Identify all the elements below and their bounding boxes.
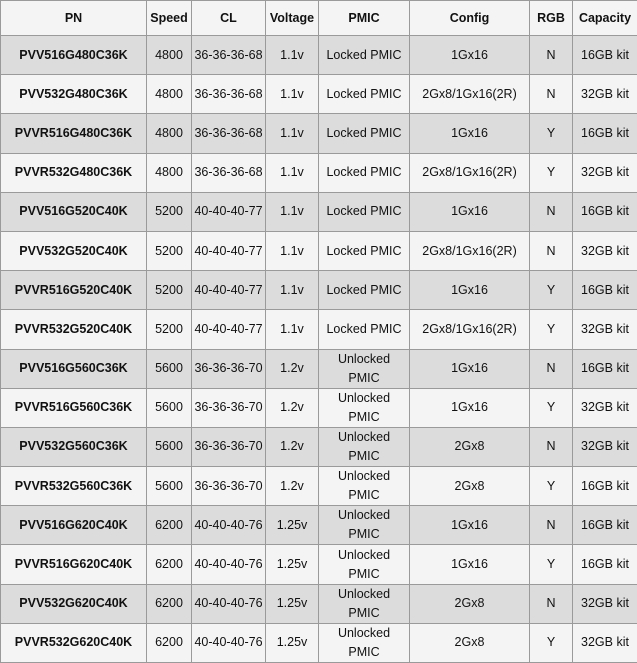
cell-config: 1Gx16 (410, 388, 530, 427)
cell-cl: 36-36-36-70 (192, 349, 266, 388)
table-row (1, 310, 637, 349)
cell-cl: 36-36-36-68 (192, 114, 266, 153)
cell-cl: 40-40-40-77 (192, 271, 266, 310)
cell-voltage: 1.1v (266, 153, 319, 192)
cell-pmic: Unlocked PMIC (319, 467, 410, 506)
cell-rgb: N (530, 506, 573, 545)
cell-rgb: N (530, 584, 573, 623)
cell-pn: PVV516G480C36K (1, 36, 147, 75)
cell-rgb: Y (530, 114, 573, 153)
cell-rgb: N (530, 349, 573, 388)
cell-cl: 40-40-40-76 (192, 545, 266, 584)
table-row (1, 427, 637, 466)
cell-rgb: Y (530, 545, 573, 584)
header-voltage: Voltage (266, 1, 319, 36)
cell-rgb: Y (530, 623, 573, 662)
cell-rgb: N (530, 36, 573, 75)
cell-capacity: 32GB kit (573, 584, 637, 623)
table-row (1, 467, 637, 506)
table-row (1, 349, 637, 388)
cell-config: 2Gx8/1Gx16(2R) (410, 75, 530, 114)
cell-voltage: 1.1v (266, 310, 319, 349)
cell-cl: 40-40-40-77 (192, 192, 266, 231)
cell-rgb: N (530, 75, 573, 114)
cell-voltage: 1.1v (266, 231, 319, 270)
cell-pn: PVV516G620C40K (1, 506, 147, 545)
cell-pmic: Locked PMIC (319, 114, 410, 153)
cell-rgb: Y (530, 271, 573, 310)
cell-capacity: 32GB kit (573, 153, 637, 192)
cell-capacity: 16GB kit (573, 114, 637, 153)
header-capacity: Capacity (573, 1, 637, 36)
cell-capacity: 32GB kit (573, 623, 637, 662)
table-body (1, 36, 637, 663)
cell-speed: 4800 (147, 36, 192, 75)
cell-config: 2Gx8/1Gx16(2R) (410, 153, 530, 192)
cell-rgb: Y (530, 310, 573, 349)
cell-config: 1Gx16 (410, 349, 530, 388)
cell-pn: PVVR532G520C40K (1, 310, 147, 349)
cell-pn: PVVR532G560C36K (1, 467, 147, 506)
table-row (1, 584, 637, 623)
header-pmic: PMIC (319, 1, 410, 36)
cell-pmic: Unlocked PMIC (319, 388, 410, 427)
cell-rgb: Y (530, 467, 573, 506)
cell-pmic: Locked PMIC (319, 75, 410, 114)
cell-pmic: Locked PMIC (319, 36, 410, 75)
cell-config: 2Gx8 (410, 467, 530, 506)
header-config: Config (410, 1, 530, 36)
cell-voltage: 1.25v (266, 623, 319, 662)
cell-capacity: 32GB kit (573, 388, 637, 427)
cell-capacity: 32GB kit (573, 427, 637, 466)
cell-voltage: 1.2v (266, 388, 319, 427)
cell-speed: 5600 (147, 388, 192, 427)
cell-speed: 6200 (147, 506, 192, 545)
cell-cl: 40-40-40-76 (192, 506, 266, 545)
header-rgb: RGB (530, 1, 573, 36)
cell-capacity: 16GB kit (573, 349, 637, 388)
cell-voltage: 1.25v (266, 506, 319, 545)
cell-pn: PVV532G620C40K (1, 584, 147, 623)
cell-cl: 36-36-36-68 (192, 75, 266, 114)
table-row (1, 271, 637, 310)
table-row (1, 192, 637, 231)
header-speed: Speed (147, 1, 192, 36)
cell-config: 1Gx16 (410, 192, 530, 231)
cell-capacity: 16GB kit (573, 467, 637, 506)
cell-pn: PVVR532G620C40K (1, 623, 147, 662)
cell-voltage: 1.1v (266, 192, 319, 231)
cell-config: 2Gx8 (410, 427, 530, 466)
cell-pmic: Locked PMIC (319, 153, 410, 192)
table-row (1, 231, 637, 270)
cell-pmic: Unlocked PMIC (319, 584, 410, 623)
cell-pn: PVV516G560C36K (1, 349, 147, 388)
cell-cl: 36-36-36-68 (192, 36, 266, 75)
cell-pn: PVV532G520C40K (1, 231, 147, 270)
header-row (1, 1, 637, 36)
cell-config: 1Gx16 (410, 36, 530, 75)
cell-pn: PVVR516G480C36K (1, 114, 147, 153)
cell-capacity: 32GB kit (573, 310, 637, 349)
cell-rgb: N (530, 231, 573, 270)
table-row (1, 545, 637, 584)
cell-config: 1Gx16 (410, 506, 530, 545)
cell-pmic: Unlocked PMIC (319, 427, 410, 466)
header-pn: PN (1, 1, 147, 36)
cell-speed: 5600 (147, 349, 192, 388)
cell-voltage: 1.2v (266, 427, 319, 466)
cell-speed: 5200 (147, 310, 192, 349)
table-row (1, 75, 637, 114)
cell-speed: 6200 (147, 623, 192, 662)
cell-capacity: 16GB kit (573, 36, 637, 75)
cell-cl: 36-36-36-70 (192, 467, 266, 506)
cell-pn: PVVR516G620C40K (1, 545, 147, 584)
cell-cl: 36-36-36-70 (192, 388, 266, 427)
cell-rgb: N (530, 192, 573, 231)
cell-config: 1Gx16 (410, 114, 530, 153)
table-row (1, 506, 637, 545)
cell-capacity: 16GB kit (573, 506, 637, 545)
cell-pmic: Locked PMIC (319, 231, 410, 270)
cell-capacity: 16GB kit (573, 545, 637, 584)
cell-config: 2Gx8 (410, 623, 530, 662)
cell-speed: 4800 (147, 153, 192, 192)
cell-pn: PVV532G560C36K (1, 427, 147, 466)
cell-cl: 40-40-40-77 (192, 231, 266, 270)
cell-voltage: 1.1v (266, 114, 319, 153)
cell-config: 2Gx8/1Gx16(2R) (410, 231, 530, 270)
cell-capacity: 16GB kit (573, 271, 637, 310)
cell-cl: 36-36-36-70 (192, 427, 266, 466)
table-row (1, 36, 637, 75)
cell-rgb: Y (530, 388, 573, 427)
cell-config: 2Gx8/1Gx16(2R) (410, 310, 530, 349)
cell-cl: 40-40-40-76 (192, 623, 266, 662)
cell-speed: 4800 (147, 75, 192, 114)
cell-rgb: Y (530, 153, 573, 192)
cell-voltage: 1.25v (266, 584, 319, 623)
cell-capacity: 32GB kit (573, 75, 637, 114)
cell-pmic: Locked PMIC (319, 192, 410, 231)
cell-speed: 6200 (147, 584, 192, 623)
cell-voltage: 1.1v (266, 75, 319, 114)
cell-pn: PVVR516G520C40K (1, 271, 147, 310)
table-row (1, 623, 637, 662)
cell-capacity: 16GB kit (573, 192, 637, 231)
cell-capacity: 32GB kit (573, 231, 637, 270)
cell-voltage: 1.2v (266, 349, 319, 388)
cell-pmic: Locked PMIC (319, 310, 410, 349)
cell-cl: 40-40-40-76 (192, 584, 266, 623)
cell-cl: 36-36-36-68 (192, 153, 266, 192)
cell-cl: 40-40-40-77 (192, 310, 266, 349)
cell-speed: 5200 (147, 271, 192, 310)
cell-speed: 5600 (147, 427, 192, 466)
cell-speed: 5600 (147, 467, 192, 506)
cell-pn: PVVR532G480C36K (1, 153, 147, 192)
cell-pmic: Unlocked PMIC (319, 506, 410, 545)
cell-voltage: 1.25v (266, 545, 319, 584)
cell-voltage: 1.2v (266, 467, 319, 506)
cell-voltage: 1.1v (266, 36, 319, 75)
table-header (1, 1, 637, 36)
cell-speed: 6200 (147, 545, 192, 584)
cell-pmic: Unlocked PMIC (319, 623, 410, 662)
cell-pmic: Unlocked PMIC (319, 545, 410, 584)
table-row (1, 114, 637, 153)
cell-rgb: N (530, 427, 573, 466)
cell-voltage: 1.1v (266, 271, 319, 310)
header-cl: CL (192, 1, 266, 36)
cell-pmic: Locked PMIC (319, 271, 410, 310)
table-row (1, 153, 637, 192)
cell-config: 1Gx16 (410, 545, 530, 584)
cell-pmic: Unlocked PMIC (319, 349, 410, 388)
cell-speed: 5200 (147, 231, 192, 270)
cell-config: 2Gx8 (410, 584, 530, 623)
cell-pn: PVV532G480C36K (1, 75, 147, 114)
cell-config: 1Gx16 (410, 271, 530, 310)
cell-speed: 5200 (147, 192, 192, 231)
table-row (1, 388, 637, 427)
cell-pn: PVV516G520C40K (1, 192, 147, 231)
cell-speed: 4800 (147, 114, 192, 153)
cell-pn: PVVR516G560C36K (1, 388, 147, 427)
